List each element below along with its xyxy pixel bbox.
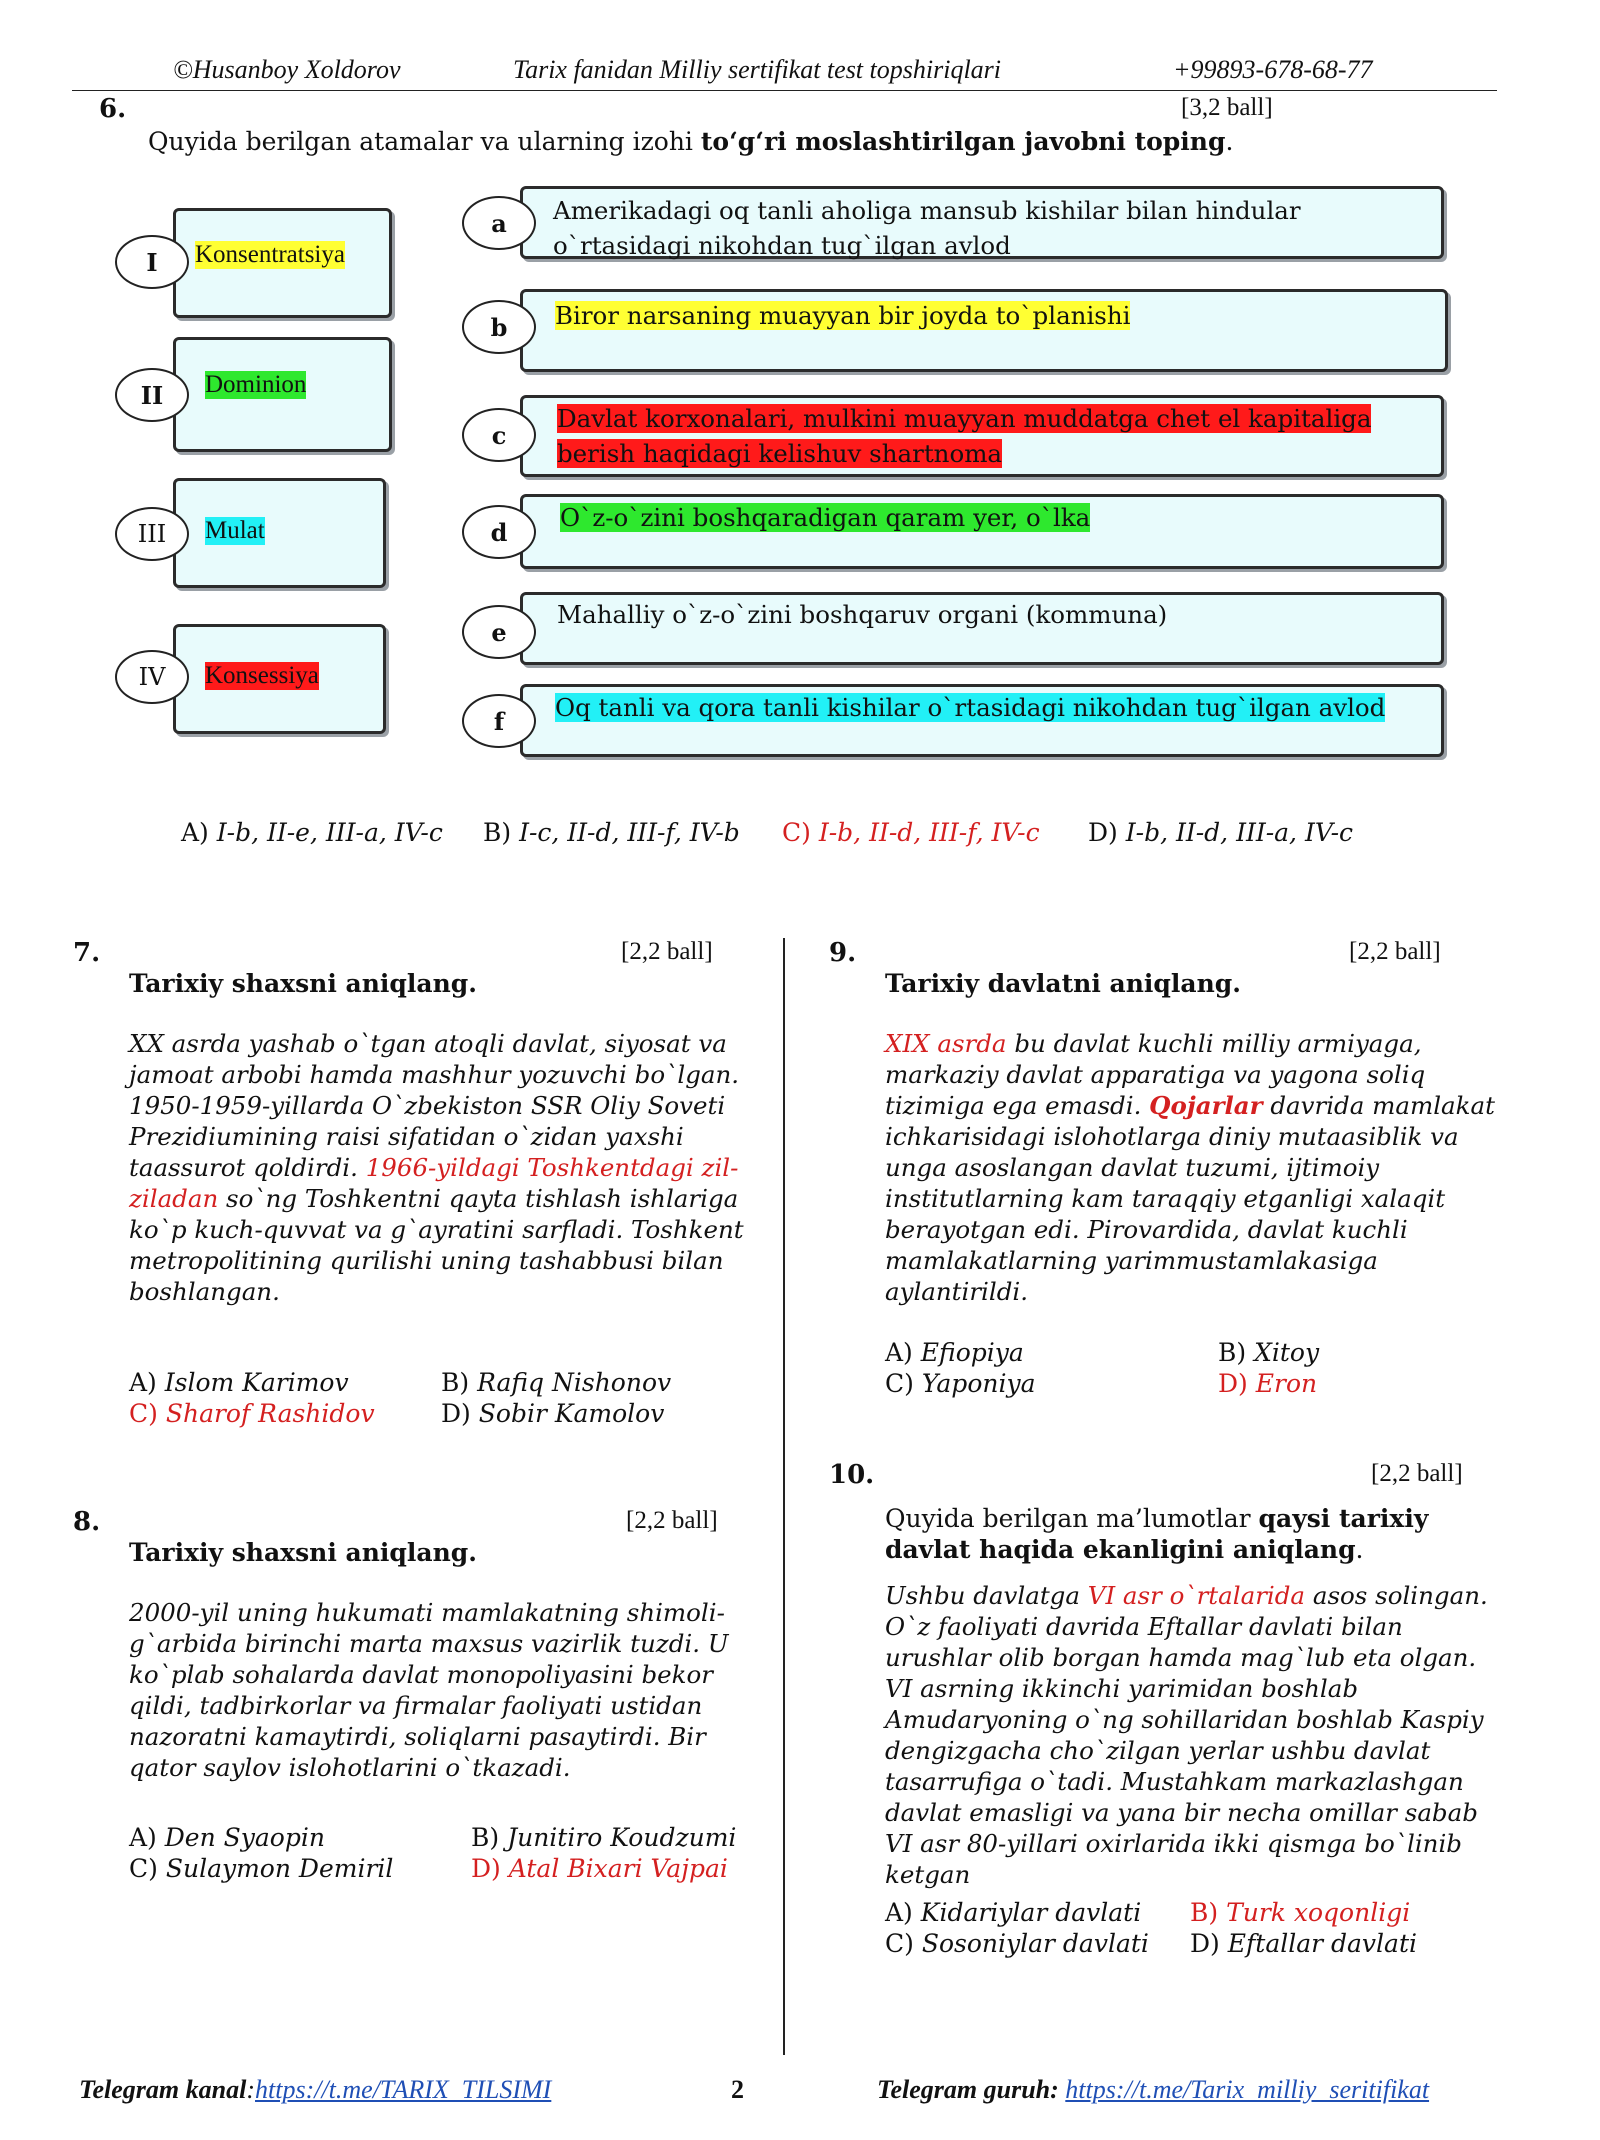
term-circle-2: II	[115, 368, 189, 422]
q9-line	[885, 1090, 1505, 1121]
footer-channel-colon: :	[246, 2075, 255, 2104]
q10-score: [2,2 ball]	[1371, 1460, 1463, 1487]
q7-line	[129, 1152, 749, 1183]
q10-title-line-2	[885, 1534, 1428, 1565]
q9-option-c[interactable]	[885, 1369, 1036, 1398]
q9-line-rest: davrida mamlakat	[1262, 1091, 1495, 1120]
q6-option-d[interactable]	[1088, 818, 1353, 847]
q9-line: mamlakatlarning yarimmustamlakasiga	[885, 1246, 1378, 1275]
q10-line: VI asr 80-yillari oxirlarida ikki qismga bo`linib	[885, 1829, 1462, 1858]
q9-line: berayotgan edi. Pirovardida, davlat kuchli	[885, 1215, 1408, 1244]
q9-option-d[interactable]	[1218, 1369, 1317, 1398]
def-text-c	[557, 401, 1371, 471]
q6-option-c-letter: C)	[782, 818, 811, 847]
q9-option-b-text: Xitoy	[1254, 1338, 1320, 1367]
q9-line: markaziy davlat apparatiga va yagona soliq	[885, 1060, 1426, 1089]
q10-title-end: .	[1355, 1535, 1364, 1564]
q10-line: tasarrufiga o`tadi. Mustahkam markazlashgan	[885, 1767, 1464, 1796]
q8-score: [2,2 ball]	[626, 1507, 718, 1534]
q7-text	[129, 1028, 749, 1307]
q9-option-a[interactable]	[885, 1338, 1024, 1367]
q8-option-b-letter: B)	[471, 1823, 500, 1852]
q7-option-a[interactable]	[129, 1368, 349, 1397]
q10-option-d-letter: D)	[1190, 1929, 1220, 1958]
footer-group-link[interactable]: https://t.me/Tarix_milliy_seritifikat	[1065, 2075, 1430, 2104]
q8-option-d-letter: D)	[471, 1854, 501, 1883]
q7-option-a-text: Islom Karimov	[164, 1368, 349, 1397]
q10-option-a-text: Kidariylar davlati	[920, 1898, 1142, 1927]
def-text-e: Mahalliy o`z-o`zini boshqaruv organi (kommuna)	[557, 600, 1168, 629]
q9-line: aylantirildi.	[885, 1277, 1029, 1306]
q7-red-highlight-2: ziladan	[129, 1184, 219, 1213]
q7-line: boshlangan.	[129, 1277, 280, 1306]
def-text-b-highlight: Biror narsaning muayyan bir joyda to`planishi	[555, 301, 1131, 330]
q8-title: Tarixiy shaxsni aniqlang.	[129, 1538, 477, 1567]
def-circle-e: e	[462, 605, 536, 659]
term-text-4: Konsessiya	[205, 662, 319, 689]
q7-line: jamoat arbobi hamda mashhur yozuvchi bo`lgan.	[129, 1060, 740, 1089]
q10-option-a[interactable]	[885, 1898, 1141, 1927]
q9-option-a-text: Efiopiya	[920, 1338, 1024, 1367]
q10-line-start: Ushbu davlatga	[885, 1581, 1088, 1610]
q7-line: Prezidiumining raisi sifatidan o`zidan yaxshi	[129, 1122, 684, 1151]
q9-option-d-text: Eron	[1255, 1369, 1318, 1398]
q6-option-a-letter: A)	[181, 818, 209, 847]
q7-option-a-letter: A)	[129, 1368, 157, 1397]
term-circle-1: I	[115, 235, 189, 289]
footer-channel	[79, 2075, 551, 2105]
q7-line: metropolitining qurilishi uning tashabbusi bilan	[129, 1246, 724, 1275]
q9-line: ichkarisidagi islohotlarga diniy mutaasiblik va	[885, 1122, 1459, 1151]
header-author: ©Husanboy Xoldorov	[173, 55, 401, 84]
q7-line	[129, 1183, 749, 1214]
q9-option-d-letter: D)	[1218, 1369, 1248, 1398]
q8-option-d-text: Atal Bixari Vajpai	[508, 1854, 728, 1883]
def-text-d	[560, 500, 1090, 535]
q10-option-c-text: Sosoniylar davlati	[921, 1929, 1149, 1958]
q9-score: [2,2 ball]	[1349, 938, 1441, 965]
q9-option-a-letter: A)	[885, 1338, 913, 1367]
q10-option-d-text: Eftallar davlati	[1227, 1929, 1417, 1958]
q10-option-a-letter: A)	[885, 1898, 913, 1927]
q8-line: ko`plab sohalarda davlat monopoliyasini bekor	[129, 1660, 713, 1689]
q10-line: urushlar olib borgan hamda mag`lub eta olgan.	[885, 1643, 1477, 1672]
footer-group-label: Telegram guruh:	[877, 2075, 1059, 2104]
q10-option-b-letter: B)	[1190, 1898, 1219, 1927]
q6-option-c[interactable]	[782, 818, 1040, 847]
q6-option-c-text: I-b, II-d, III-f, IV-c	[818, 818, 1040, 847]
q10-title-bold-2: davlat haqida ekanligini aniqlang	[885, 1535, 1356, 1564]
q10-red-highlight: VI asr o`rtalarida	[1087, 1581, 1306, 1610]
q9-line: unga asoslangan davlat tuzumi, ijtimoiy	[885, 1153, 1380, 1182]
q7-option-d-text: Sobir Kamolov	[478, 1399, 665, 1428]
def-circle-f: f	[462, 694, 536, 748]
q10-option-b-text: Turk xoqonligi	[1226, 1898, 1411, 1927]
q7-option-c-text: Sharof Rashidov	[165, 1399, 375, 1428]
q8-text	[129, 1597, 759, 1783]
q7-line: XX asrda yashab o`tgan atoqli davlat, siyosat va	[129, 1029, 727, 1058]
q9-red-bold-highlight: Qojarlar	[1149, 1091, 1263, 1120]
footer-group	[877, 2075, 1429, 2105]
q7-line: 1950-1959-yillarda O`zbekiston SSR Oliy Soveti	[129, 1091, 726, 1120]
q10-text	[885, 1580, 1525, 1890]
def-text-c-line1: Davlat korxonalari, mulkini muayyan muddatga chet el kapitaliga	[557, 404, 1372, 433]
footer-channel-label: Telegram kanal	[79, 2075, 247, 2104]
def-text-b	[555, 298, 1130, 333]
q8-option-a[interactable]	[129, 1823, 325, 1852]
q8-option-c-letter: C)	[129, 1854, 158, 1883]
q6-option-a[interactable]	[181, 818, 443, 847]
def-text-f-highlight: Oq tanli va qora tanli kishilar o`rtasidagi nikohdan tug`ilgan avlod	[555, 693, 1386, 722]
q7-option-c-letter: C)	[129, 1399, 158, 1428]
q10-line: Amudaryoning o`ng sohillaridan boshlab Kaspiy	[885, 1705, 1484, 1734]
q7-line: ko`p kuch-quvvat va g`ayratini sarfladi. Toshkent	[129, 1215, 744, 1244]
term-text-1: Konsentratsiya	[195, 241, 345, 268]
def-text-d-highlight: O`z-o`zini boshqaradigan qaram yer, o`lka	[560, 503, 1091, 532]
q10-option-b[interactable]	[1190, 1898, 1410, 1927]
q9-text	[885, 1028, 1505, 1307]
q8-line: g`arbida birinchi marta maxsus vazirlik tuzdi. U	[129, 1629, 729, 1658]
q9-option-c-letter: C)	[885, 1369, 914, 1398]
q7-line-rest: so`ng Toshkentni qayta tishlash ishlariga	[218, 1184, 739, 1213]
q7-option-b-letter: B)	[441, 1368, 470, 1397]
q10-title	[885, 1503, 1428, 1565]
q9-red-highlight: XIX asrda	[885, 1029, 1007, 1058]
def-circle-a: a	[462, 196, 536, 250]
q7-option-b[interactable]	[441, 1368, 671, 1397]
header-phone: +99893-678-68-77	[1173, 55, 1373, 84]
q7-title: Tarixiy shaxsni aniqlang.	[129, 969, 477, 998]
q6-option-b-letter: B)	[483, 818, 512, 847]
def-circle-b: b	[462, 300, 536, 354]
q9-option-b[interactable]	[1218, 1338, 1319, 1367]
q6-score: [3,2 ball]	[1181, 94, 1273, 121]
q8-option-d[interactable]	[471, 1854, 728, 1883]
q10-line-rest: asos solingan.	[1305, 1581, 1488, 1610]
q9-option-b-letter: B)	[1218, 1338, 1247, 1367]
q10-title-line-1	[885, 1503, 1428, 1534]
q6-instruction-end: .	[1225, 127, 1234, 156]
q9-option-c-text: Yaponiya	[921, 1369, 1036, 1398]
footer-channel-link[interactable]: https://t.me/TARIX_TILSIMI	[255, 2075, 552, 2104]
q7-option-d-letter: D)	[441, 1399, 471, 1428]
q7-red-highlight-1: 1966-yildagi Toshkentdagi zil-	[365, 1153, 739, 1182]
q8-line: qildi, tadbirkorlar va firmalar faoliyati ustidan	[129, 1691, 703, 1720]
q6-option-b[interactable]	[483, 818, 740, 847]
q7-option-c[interactable]	[129, 1399, 375, 1428]
def-text-a: Amerikadagi oq tanli aholiga mansub kishilar bilan hindular o`rtasidagi nikohdan tug`ilgan avlod	[553, 196, 1301, 260]
q8-option-b-text: Junitiro Koudzumi	[507, 1823, 737, 1852]
def-text-c-line2: berish haqidagi kelishuv shartnoma	[557, 439, 1003, 468]
q9-number: 9.	[829, 938, 857, 968]
page-number: 2	[731, 2075, 744, 2104]
term-text-2: Dominion	[205, 371, 307, 398]
q8-option-c-text: Sulaymon Demiril	[165, 1854, 394, 1883]
q10-title-bold-1: qaysi tarixiy	[1258, 1504, 1429, 1533]
q9-line: institutlarning kam taraqqiy etganligi xalaqit	[885, 1184, 1446, 1213]
q10-line: O`z faoliyati davrida Eftallar davlati bilan	[885, 1612, 1403, 1641]
q10-line: VI asrning ikkinchi yarimidan boshlab	[885, 1674, 1359, 1703]
q7-score: [2,2 ball]	[621, 938, 713, 965]
header-divider	[72, 90, 1497, 91]
q9-line-rest: bu davlat kuchli milliy armiyaga,	[1006, 1029, 1422, 1058]
q6-option-a-text: I-b, II-e, III-a, IV-c	[216, 818, 443, 847]
def-circle-c: c	[462, 408, 536, 462]
q6-option-b-text: I-c, II-d, III-f, IV-b	[519, 818, 740, 847]
q8-line: 2000-yil uning hukumati mamlakatning shimoli-	[129, 1598, 725, 1627]
term-circle-4: IV	[115, 650, 189, 704]
q6-instruction	[148, 127, 1233, 156]
q9-line	[885, 1028, 1505, 1059]
q10-line: davlat emasligi va yana bir necha omillar sabab	[885, 1798, 1478, 1827]
q10-title-plain: Quyida berilgan ma’lumotlar	[885, 1504, 1259, 1533]
q8-option-a-letter: A)	[129, 1823, 157, 1852]
q8-option-c[interactable]	[129, 1854, 393, 1883]
q7-line-start: taassurot qoldirdi.	[129, 1153, 366, 1182]
q10-option-c[interactable]	[885, 1929, 1149, 1958]
q7-option-b-text: Rafiq Nishonov	[477, 1368, 672, 1397]
header-title: Tarix fanidan Milliy sertifikat test topshiriqlari	[513, 55, 1002, 84]
def-circle-d: d	[462, 505, 536, 559]
q8-line: nazoratni kamaytirdi, soliqlarni pasaytirdi. Bir	[129, 1722, 706, 1751]
q8-option-a-text: Den Syaopin	[164, 1823, 325, 1852]
term-circle-3: III	[115, 507, 189, 561]
q8-line: qator saylov islohotlarini o`tkazadi.	[129, 1753, 571, 1782]
q6-option-d-text: I-b, II-d, III-a, IV-c	[1125, 818, 1354, 847]
q10-line	[885, 1580, 1525, 1611]
column-divider	[783, 938, 785, 2055]
q9-title: Tarixiy davlatni aniqlang.	[885, 969, 1241, 998]
q6-number: 6.	[99, 94, 127, 124]
q9-line-start: tizimiga ega emasdi.	[885, 1091, 1150, 1120]
q6-instruction-plain: Quyida berilgan atamalar va ularning izohi	[148, 127, 701, 156]
q7-number: 7.	[73, 938, 101, 968]
q6-option-d-letter: D)	[1088, 818, 1118, 847]
q8-option-b[interactable]	[471, 1823, 736, 1852]
q10-option-c-letter: C)	[885, 1929, 914, 1958]
q6-instruction-bold: to‘g‘ri moslashtirilgan javobni toping	[700, 127, 1226, 156]
q10-number: 10.	[829, 1460, 875, 1490]
q8-number: 8.	[73, 1507, 101, 1537]
def-text-f	[555, 690, 1385, 725]
term-text-3: Mulat	[205, 517, 265, 544]
q10-line: ketgan	[885, 1860, 971, 1889]
q7-option-d[interactable]	[441, 1399, 664, 1428]
q10-line: dengizgacha cho`zilgan yerlar ushbu davlat	[885, 1736, 1431, 1765]
q10-option-d[interactable]	[1190, 1929, 1417, 1958]
